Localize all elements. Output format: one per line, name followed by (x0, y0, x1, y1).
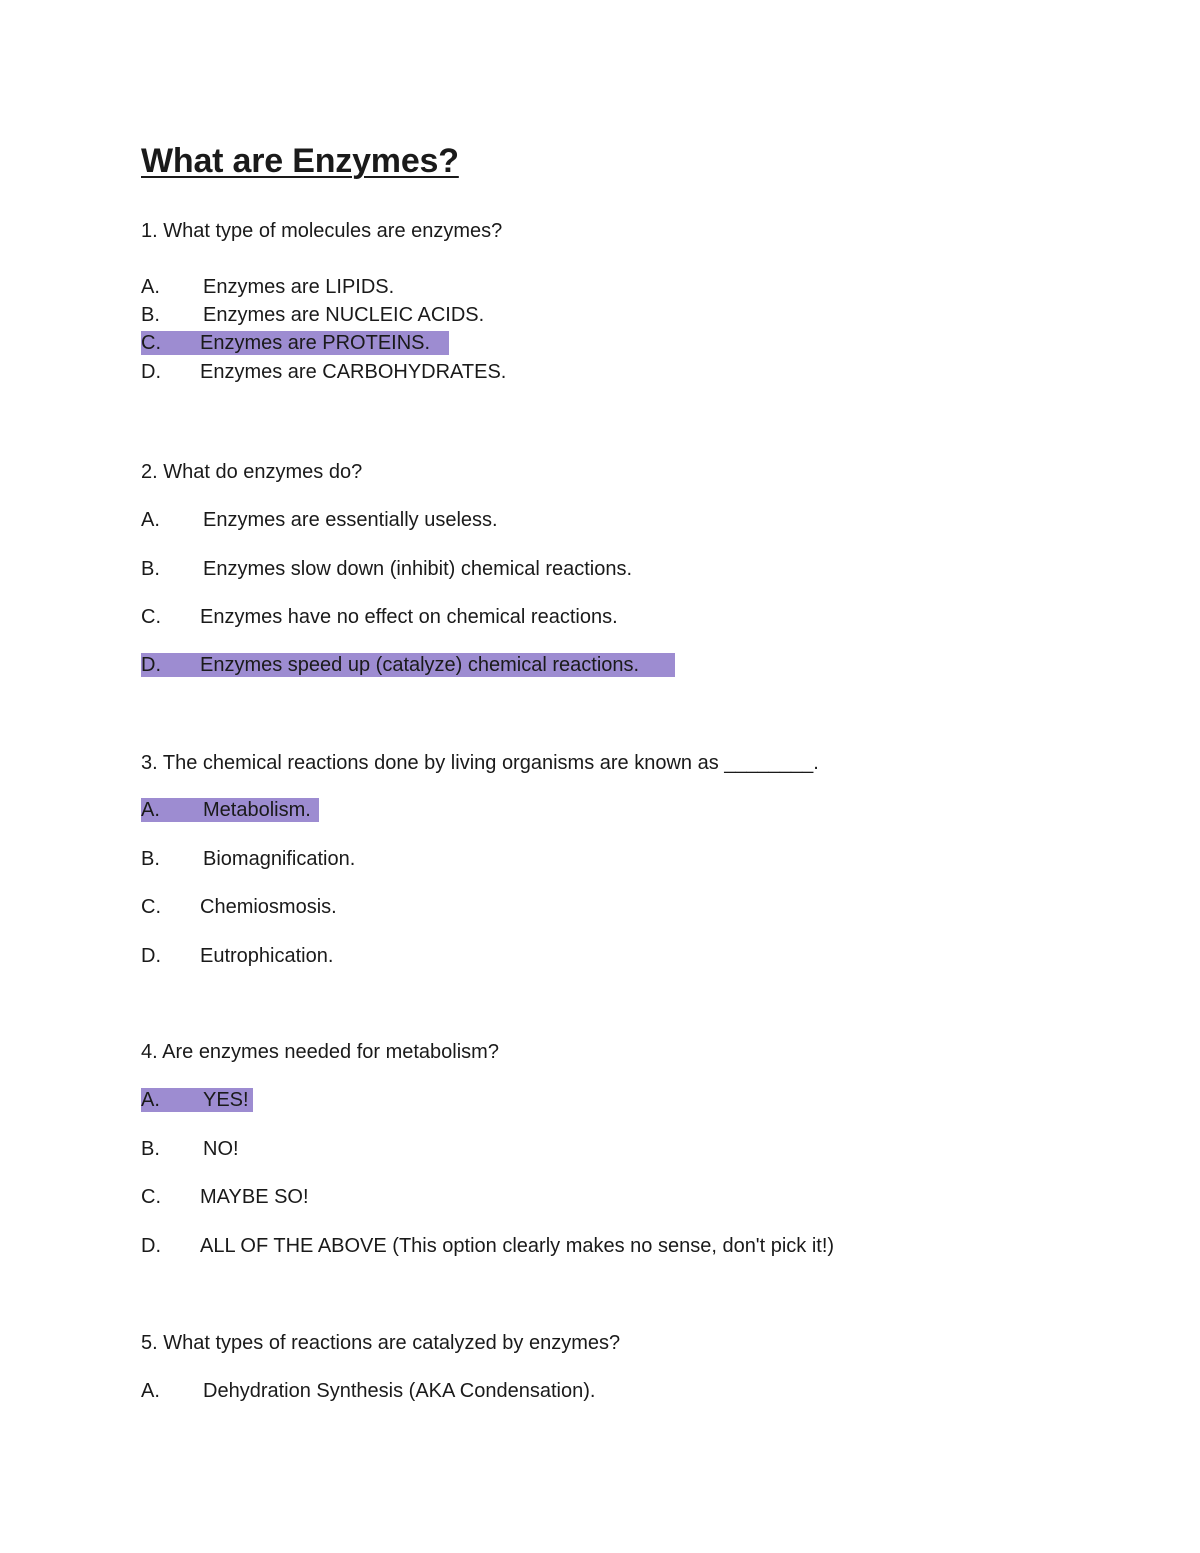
q2-option-c (141, 605, 653, 629)
q1-option-b (141, 303, 507, 327)
option-letter: B. (141, 848, 160, 870)
option-letter: D. (141, 361, 161, 383)
option-text: Enzymes have no effect on chemical reactions. (200, 606, 618, 628)
option-row (141, 895, 351, 919)
option-row (141, 605, 653, 629)
option-row (141, 1185, 321, 1209)
question-5: 5. What types of reactions are catalyzed by enzymes? (141, 1332, 621, 1354)
q4-option-a (141, 1088, 253, 1112)
q4-option-c (141, 1185, 321, 1209)
q2-option-d (141, 653, 675, 677)
q1-option-d (141, 360, 533, 384)
q2-option-a (141, 508, 521, 532)
question-1: 1. What type of molecules are enzymes? (141, 220, 503, 242)
option-text: YES! (203, 1089, 249, 1111)
question-3: 3. The chemical reactions done by living organisms are known as ________. (141, 752, 819, 774)
option-text: ALL OF THE ABOVE (This option clearly makes no sense, don't pick it!) (200, 1235, 835, 1257)
option-row (141, 847, 371, 871)
q2-option-b (141, 557, 667, 581)
option-row (141, 1088, 253, 1112)
option-row (141, 360, 533, 384)
option-row (141, 508, 521, 532)
option-text: Metabolism. (203, 799, 311, 821)
option-row (141, 944, 347, 968)
q4-option-b (141, 1137, 245, 1161)
option-letter: A. (141, 1380, 160, 1402)
option-letter: C. (141, 1186, 161, 1208)
option-letter: B. (141, 1138, 160, 1160)
option-row (141, 1234, 889, 1258)
option-text: NO! (203, 1138, 239, 1160)
option-letter: A. (141, 276, 160, 298)
option-text: Enzymes are LIPIDS. (203, 276, 395, 298)
q1-option-a (141, 275, 409, 299)
q3-option-b (141, 847, 371, 871)
option-row (141, 303, 507, 327)
option-row (141, 798, 319, 822)
option-text: MAYBE SO! (200, 1186, 309, 1208)
option-row (141, 557, 667, 581)
option-text: Dehydration Synthesis (AKA Condensation). (203, 1380, 596, 1402)
option-row (141, 331, 449, 355)
option-text: Eutrophication. (200, 945, 334, 967)
option-letter: B. (141, 304, 160, 326)
option-text: Enzymes are essentially useless. (203, 509, 498, 531)
option-row (141, 1137, 245, 1161)
option-letter: C. (141, 606, 161, 628)
q3-option-d (141, 944, 347, 968)
question-2: 2. What do enzymes do? (141, 461, 363, 483)
option-text: Enzymes speed up (catalyze) chemical reactions. (200, 654, 640, 676)
option-letter: D. (141, 654, 161, 676)
option-letter: A. (141, 509, 160, 531)
option-letter: D. (141, 1235, 161, 1257)
q4-option-d (141, 1234, 889, 1258)
q3-option-c (141, 895, 351, 919)
option-letter: A. (141, 799, 160, 821)
option-letter: D. (141, 945, 161, 967)
q1-option-c (141, 331, 449, 355)
option-text: Biomagnification. (203, 848, 356, 870)
option-row (141, 275, 409, 299)
option-row (141, 1379, 629, 1403)
q5-option-a (141, 1379, 629, 1403)
option-letter: C. (141, 332, 161, 354)
option-letter: A. (141, 1089, 160, 1111)
option-text: Chemiosmosis. (200, 896, 337, 918)
option-text: Enzymes are PROTEINS. (200, 332, 431, 354)
q3-option-a (141, 798, 319, 822)
option-text: Enzymes slow down (inhibit) chemical reactions. (203, 558, 633, 580)
page-title: What are Enzymes? (141, 142, 459, 180)
option-letter: C. (141, 896, 161, 918)
option-text: Enzymes are CARBOHYDRATES. (200, 361, 507, 383)
question-4: 4. Are enzymes needed for metabolism? (141, 1041, 499, 1063)
option-letter: B. (141, 558, 160, 580)
option-text: Enzymes are NUCLEIC ACIDS. (203, 304, 485, 326)
option-row (141, 653, 675, 677)
